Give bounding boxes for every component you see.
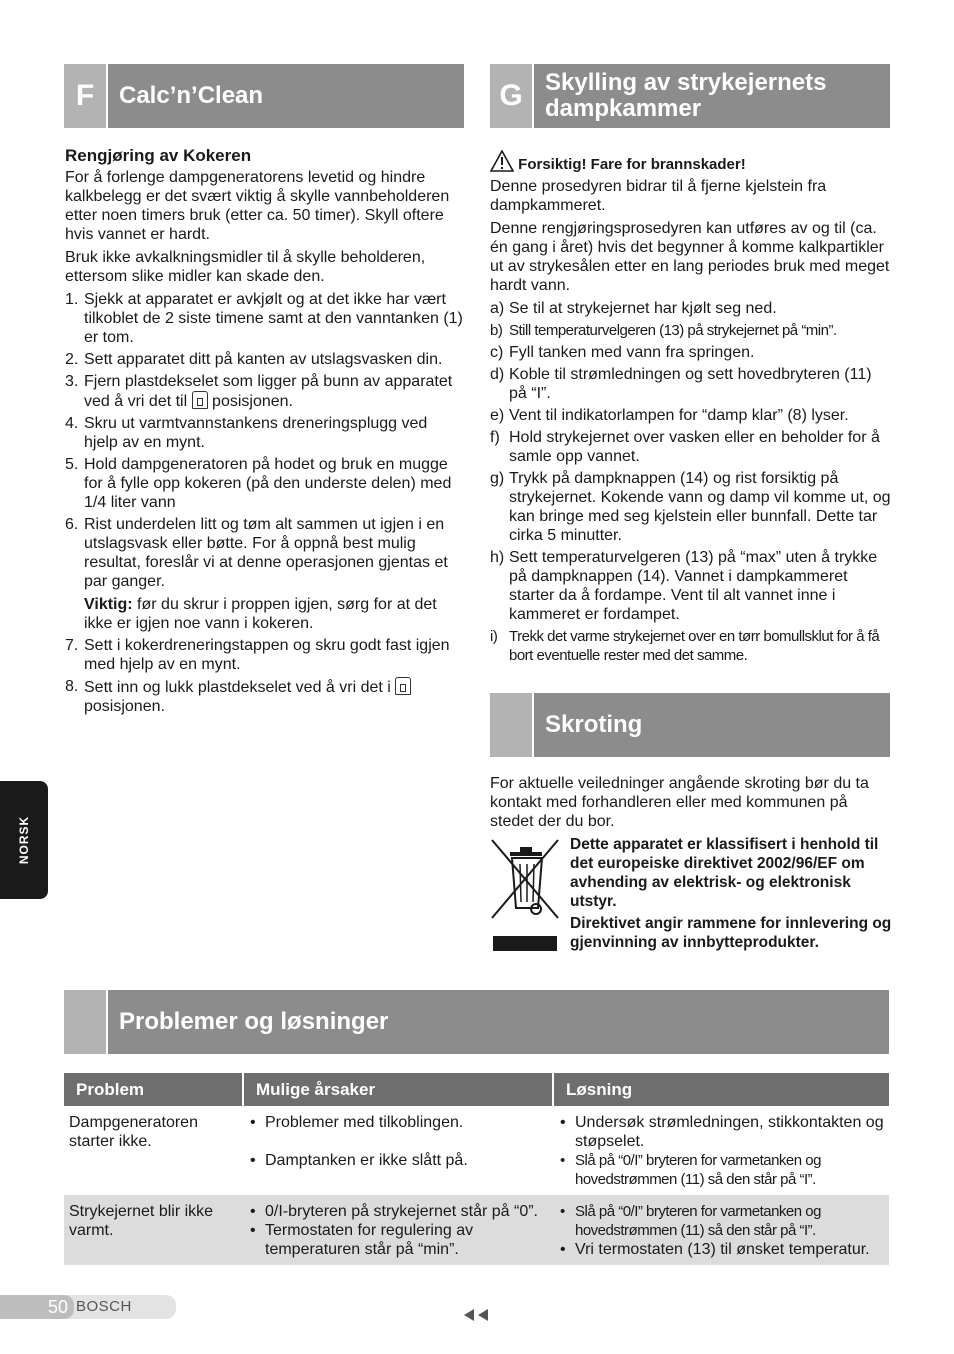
skroting-p1: For aktuelle veiledninger angående skroting bør du ta kontakt med forhandleren eller med kommunen på stedet der du bor. [490, 775, 869, 830]
list-item: 7. Sett i kokerdreneringstappen og skru godt fast igjen med hjelp av en mynt. [65, 637, 450, 673]
section-g-letter: G [490, 64, 534, 128]
problems-header [64, 990, 889, 1054]
list-item: b) Still temperaturvelgeren (13) på strykejernet på “min”. [490, 322, 837, 339]
list-item: 8. Sett inn og lukk plastdekselet ved å vri det i posisjonen. [65, 677, 465, 716]
problems-table [64, 1073, 889, 1265]
list-item: d) Koble til strømledningen og sett hovedbryteren (11) på “I”. [490, 366, 872, 402]
skroting-bold-text [570, 835, 894, 956]
language-label: NORSK [17, 815, 31, 865]
list-item: • Vri termostaten (13) til ønsket temperatur. [559, 1240, 884, 1259]
table-row [64, 1195, 889, 1265]
skroting-header [490, 693, 890, 757]
skroting-title: Skroting [545, 711, 643, 738]
skroting-letterbox [490, 693, 534, 757]
section-f-title: Calc’n’Clean [119, 82, 264, 109]
problems-letterbox [64, 990, 108, 1054]
section-g-body [490, 150, 892, 668]
important-note: Viktig: før du skrur i proppen igjen, sørg for at det ikke er igjen noe vann i kokeren. [84, 596, 437, 632]
weee-bin-icon [490, 838, 560, 954]
list-item: g) Trykk på dampknappen (14) og rist forsiktig på strykejernet. Kokende vann og damp vil komme ut, og kan bringe med seg kjelstein eller bunnfall. Dette tar cirka 5 minutter. [490, 470, 891, 544]
list-item: 4. Skru ut varmtvannstankens dreneringsplugg ved hjelp av en mynt. [65, 415, 428, 451]
table-cell-solutions [554, 1195, 889, 1265]
section-f-subheading: Rengjøring av Kokeren [65, 146, 252, 165]
warning-line: Forsiktig! Fare for brannskader! [490, 150, 892, 174]
list-item: 2. Sett apparatet ditt på kanten av utslagsvasken din. [65, 351, 443, 368]
skroting-bold-2: Direktivet angir rammene for innlevering og gjenvinning av innbytteprodukter. [570, 915, 892, 951]
language-side-tab [0, 781, 48, 899]
unlock-position-icon [395, 677, 411, 695]
skroting-bold-1: Dette apparatet er klassifisert i henhold til det europeiske direktivet 2002/96/EF om avhending av elektrisk- og elektronisk utstyr. [570, 836, 879, 910]
column-header-causes: Mulige årsaker [244, 1073, 554, 1106]
list-item: h) Sett temperaturvelgeren (13) på “max” uten å trykke på dampknappen (14). Vannet i dampkammeret starter da å fordampe. Vent til alt vannet inne i kammeret er fordampet. [490, 549, 878, 623]
warning-triangle-icon [490, 150, 514, 172]
list-item: i) Trekk det varme strykejernet over en tørr bomullsklut for å få bort eventuelle rester med det samme. [490, 628, 880, 664]
section-g-header [490, 64, 890, 128]
list-item: • Slå på “0/I” bryteren for varmetanken og hovedstrømmen (11) så den står på “I”. [559, 1202, 884, 1240]
column-header-solution: Løsning [554, 1073, 889, 1106]
section-g-steps [490, 299, 892, 665]
section-f-letter: F [64, 64, 108, 128]
table-cell-solutions [554, 1106, 889, 1195]
list-item: • Undersøk strømledningen, stikkontakten og støpselet. [559, 1113, 884, 1151]
lock-position-icon [192, 391, 208, 409]
list-item: 6. Rist underdelen litt og tøm alt sammen ut igjen i en utslagsvask eller bøtte. For å oppnå best mulig resultat, foreslår vi at denne operasjonen gjentas et par ganger. Viktig: før du skrur i proppen igjen, sørg for at det ikke er igjen noe vann i kokeren. [65, 515, 465, 633]
column-header-problem: Problem [64, 1073, 244, 1106]
section-f-body [65, 146, 465, 719]
section-f-intro-2: Bruk ikke avkalkningsmidler til å skylle beholderen, ettersom slike midler kan skade den. [65, 249, 426, 285]
table-header-row [64, 1073, 889, 1106]
page-number: 50 [0, 1295, 74, 1319]
skroting-body [490, 774, 890, 835]
list-item: c) Fyll tanken med vann fra springen. [490, 344, 755, 361]
list-item: • Termostaten for regulering av temperaturen står på “min”. [249, 1221, 549, 1259]
problems-title: Problemer og løsninger [119, 1008, 389, 1035]
section-g-p2: Denne rengjøringsprosedyren kan utføres av og til (ca. én gang i året) hvis det begynner å komme kalkpartikler ut av strykesålen etter en lang periodes bruk med meget hardt vann. [490, 220, 890, 294]
table-row [64, 1106, 889, 1195]
list-item: • Slå på “0/I” bryteren for varmetanken og hovedstrømmen (11) så den står på “I”. [559, 1151, 884, 1189]
list-item: 3. Fjern plastdekselet som ligger på bunn av apparatet ved å vri det til posisjonen. [65, 373, 453, 410]
table-cell-problem: Dampgeneratoren starter ikke. [69, 1114, 198, 1150]
list-item: e) Vent til indikatorlampen for “damp klar” (8) lyser. [490, 407, 849, 424]
list-item: a) Se til at strykejernet har kjølt seg ned. [490, 300, 777, 317]
brand-name: BOSCH [76, 1298, 132, 1315]
list-item: 1. Sjekk at apparatet er avkjølt og at det ikke har vært tilkoblet de 2 siste timene samt at den vanntanken (1) er tom. [65, 291, 463, 346]
section-g-title: Skylling av strykejernets dampkammer [545, 69, 827, 122]
table-cell-causes [244, 1195, 554, 1265]
section-f-steps [65, 290, 465, 716]
list-item: f) Hold strykejernet over vasken eller en beholder for å samle opp vannet. [490, 429, 880, 465]
section-g-p1: Denne prosedyren bidrar til å fjerne kjelstein fra dampkammeret. [490, 178, 827, 214]
list-item: • Problemer med tilkoblingen. [249, 1113, 549, 1132]
section-f-intro-1: For å forlenge dampgeneratorens levetid og hindre kalkbelegg er det svært viktig å skylle vannbeholderen etter noen timers bruk (etter ca. 50 timer). Skyll oftere hvis vannet er hardt. [65, 169, 450, 243]
list-item: 5. Hold dampgeneratoren på hodet og bruk en mugge for å fylle opp kokeren (på den underste delen) med 1/4 liter vann [65, 456, 452, 511]
list-item: • Damptanken er ikke slått på. [249, 1151, 549, 1170]
table-cell-causes [244, 1106, 554, 1195]
section-f-header [64, 64, 464, 128]
previous-page-icon[interactable] [462, 1308, 490, 1322]
list-item: • 0/I-bryteren på strykejernet står på “0”. [249, 1202, 549, 1221]
table-cell-problem: Strykejernet blir ikke varmt. [64, 1195, 244, 1265]
